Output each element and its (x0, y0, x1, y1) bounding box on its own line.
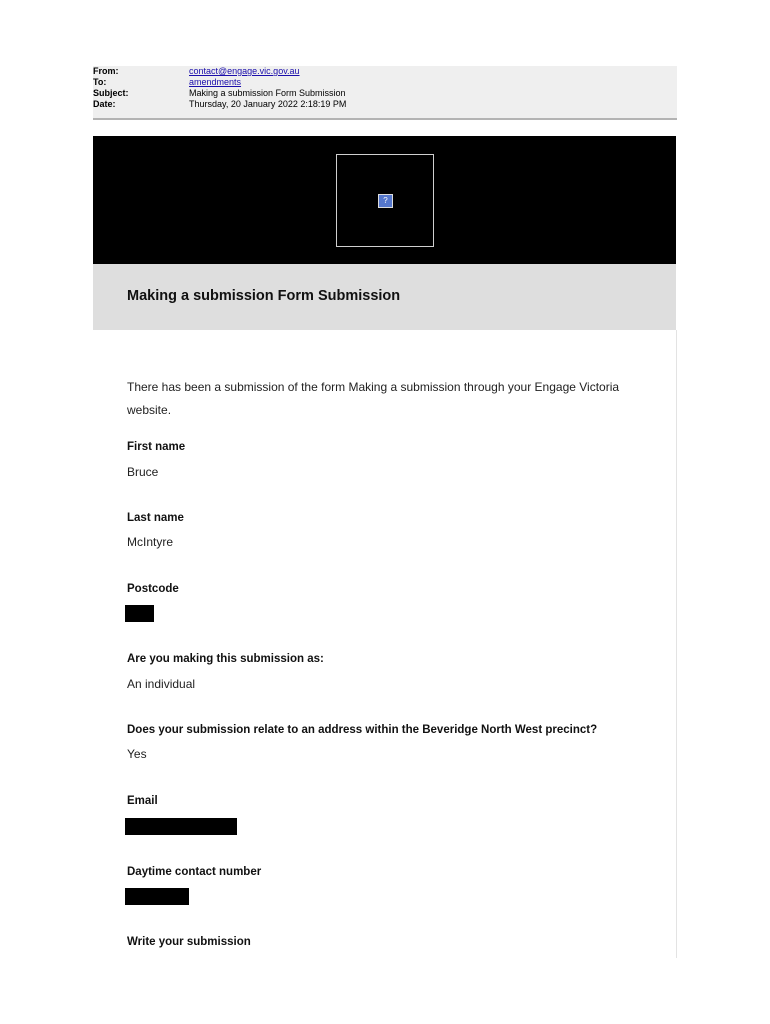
field-label-address-relation: Does your submission relate to an address within the Beveridge North West precinct? (127, 724, 598, 736)
field-label-write-submission: Write your submission (127, 936, 251, 948)
field-label-email: Email (127, 795, 158, 807)
header-date-row (93, 99, 677, 110)
from-link[interactable]: contact@engage.vic.gov.au (189, 66, 300, 76)
field-label-postcode: Postcode (127, 583, 179, 595)
logo-frame (336, 154, 434, 247)
subject-value: Making a submission Form Submission (189, 88, 346, 98)
field-label-last-name: Last name (127, 512, 184, 524)
intro-text: There has been a submission of the form Making a submission through your Engage Victoria website. (127, 380, 620, 417)
page-title: Making a submission Form Submission (127, 288, 401, 304)
header-to-row (93, 77, 677, 88)
email-redaction (125, 818, 237, 835)
field-value-first-name: Bruce (127, 465, 159, 479)
phone-redaction (125, 888, 189, 905)
postcode-redaction (125, 605, 154, 622)
to-link[interactable]: amendments (189, 77, 242, 87)
subject-label: Subject: (93, 88, 129, 98)
submission-content (93, 330, 677, 958)
to-label: To: (93, 77, 107, 87)
field-value-address-relation: Yes (127, 747, 147, 761)
date-label: Date: (93, 99, 116, 109)
banner (93, 136, 676, 264)
header-subject-row (93, 88, 677, 99)
email-header (93, 66, 677, 120)
header-from-row (93, 66, 677, 77)
field-label-first-name: First name (127, 441, 186, 453)
header-spacer (93, 120, 677, 136)
title-band (93, 264, 676, 330)
field-label-daytime-contact: Daytime contact number (127, 866, 262, 878)
field-value-submission-as: An individual (127, 677, 196, 691)
from-label: From: (93, 66, 119, 76)
field-label-submission-as: Are you making this submission as: (127, 653, 324, 665)
date-value: Thursday, 20 January 2022 2:18:19 PM (189, 99, 347, 109)
field-value-last-name: McIntyre (127, 535, 174, 549)
broken-image-icon: ? (378, 194, 393, 208)
